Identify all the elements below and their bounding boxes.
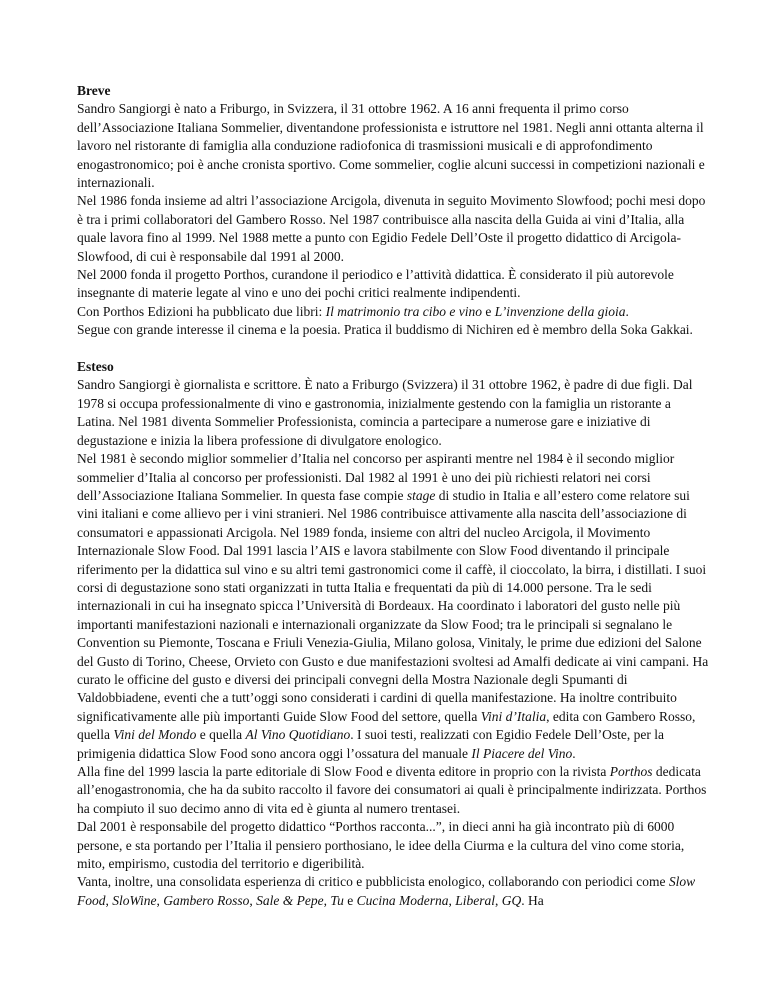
text-run: .: [572, 745, 576, 761]
book-title: L’invenzione della gioia: [494, 303, 626, 319]
text-run: ,: [249, 892, 257, 908]
text-run: Nel 1981 è secondo miglior sommelier d’Italia nel concorso per aspiranti mentre nel 1984 è il secondo miglior sommelier d’Italia al concorso per professionisti. Dal 1982 al 1991 è uno dei più richiesti relatori nei corsi dell’Associazione Italiana Sommelier. In questa fase compie: [77, 451, 675, 503]
text-run: e: [481, 303, 495, 319]
periodical-title: Gambero Rosso: [163, 892, 250, 908]
text-run: e quella: [196, 727, 246, 743]
esteso-paragraph-1: Sandro Sangiorgi è giornalista e scrittore. È nato a Friburgo (Svizzera) il 31 ottobre 1962, è padre di due figli. Dal 1978 si occupa professionalmente di vino e gastronomia, inizialmente gestendo con la famiglia un ristorante a Latina. Nel 1981 diventa Sommelier Professionista, comincia a partecipare a numerose gare e iniziative di degustazione e inizia la libera professione di divulgatore enologico.: [77, 377, 693, 448]
periodical-title: Sale & Pepe: [256, 892, 324, 908]
section-spacer: [77, 340, 710, 358]
text-run: . Ha: [521, 892, 544, 908]
breve-paragraph-5: Segue con grande interesse il cinema e la poesia. Pratica il buddismo di Nichiren ed è membro della Soka Gakkai.: [77, 322, 693, 338]
text-run: ,: [495, 892, 502, 908]
text-run: di studio in Italia e all’estero come relatore sui vini italiani e come allievo per i vini stranieri. Nel 1986 contribuisce attivamente alla nascita dell’associazione di consumatori e appassionati Arcigola. Nel 1989 fonda, insieme con altri del nucleo Arcigola, il Movimento Internazionale Slow Food. Dal 1991 lascia l’AIS e lavora stabilmente con Slow Food diventando il principale riferimento per la didattica sul vino e su altri temi gastronomici come il caffè, il cioccolato, la birra, i distillati. I suoi corsi di degustazione sono stati organizzati in tutta Italia e frequentati da più di 14.000 persone. Tra le sedi internazionali in cui ha insegnato spicca l’Università di Bordeaux. Ha coordinato i laboratori del gusto nelle più importanti manifestazioni nazionali e internazionali organizzate da Slow Food; tra le principali si segnalano le Convention su Piemonte, Toscana e Friuli Venezia-Giulia, Milano golosa, Vinitaly, le prime due edizioni del Salone del Gusto di Torino, Cheese, Orvieto con Gusto e due manifestazioni svoltesi ad Amalfi dedicate ai vini campani. Ha curato le officine del gusto e diversi dei principali convegni della Mostra Nazionale degli Spumanti di Valdobbiadene, eventi che a tutt’oggi sono considerati i cardini di quella manifestazione. Ha inoltre contribuito significativamente alle più importanti Guide Slow Food del settore, quella: [77, 487, 709, 724]
manual-title: Il Piacere del Vino: [471, 745, 573, 761]
text-run: Con Porthos Edizioni ha pubblicato due libri:: [77, 303, 326, 319]
text-run: ,: [156, 892, 164, 908]
periodical-title: Slow Food: [77, 874, 696, 908]
text-run: .: [625, 303, 629, 319]
esteso-paragraph-3: [77, 763, 710, 818]
breve-paragraph-1: Sandro Sangiorgi è nato a Friburgo, in Svizzera, il 31 ottobre 1962. A 16 anni frequenta il primo corso dell’Associazione Italiana Sommelier, diventandone professionista e istruttore nel 1981. Negli anni ottanta alterna il lavoro nel ristorante di famiglia alla conduzione radiofonica di trasmissioni musicali e di approfondimento enogastronomico; poi è anche cronista sportivo. Come sommelier, coglie alcuni successi in competizioni nazionali e internazionali.: [77, 101, 705, 191]
magazine-title: Porthos: [609, 764, 653, 780]
text-run: ,: [323, 892, 331, 908]
periodical-title: Tu: [330, 892, 344, 908]
section-title-esteso: Esteso: [77, 359, 114, 375]
breve-paragraph-2: Nel 1986 fonda insieme ad altri l’associazione Arcigola, divenuta in seguito Movimento Slowfood; pochi mesi dopo è tra i primi collaboratori del Gambero Rosso. Nel 1987 contribuisce alla nascita della Guida ai vini d’Italia, alla quale lavora fino al 1999. Nel 1988 mette a punto con Egidio Fedele Dell’Oste il progetto didattico di Arcigola-Slowfood, di cui è responsabile dal 1991 al 2000.: [77, 193, 706, 264]
text-run: Vanta, inoltre, una consolidata esperienza di critico e pubblicista enologico, collaborando con periodici come: [77, 874, 669, 890]
text-run: ,: [448, 892, 456, 908]
text-run: dedicata all’enogastronomia, che ha da subito raccolto il favore dei consumatori ai quali è principalmente indirizzata. Porthos ha compiuto il suo decimo anno di vita ed è giunta al numero trentasei.: [77, 764, 707, 816]
periodical-title: GQ: [501, 892, 522, 908]
section-breve: [77, 82, 710, 340]
guide-title: Vini del Mondo: [113, 727, 197, 743]
text-run: , edita con Gambero Rosso, quella: [77, 708, 696, 743]
periodical-title: Liberal: [455, 892, 496, 908]
breve-paragraph-4: [77, 303, 710, 321]
breve-paragraph-3: Nel 2000 fonda il progetto Porthos, curandone il periodico e l’attività didattica. È considerato il più autorevole insegnante di materie legate al vino e uno dei pochi critici realmente indipendenti.: [77, 267, 674, 301]
text-run: . I suoi testi, realizzati con Egidio Fedele Dell’Oste, per la primigenia didattica Slow Food sono ancora oggi l’ossatura del manuale: [77, 727, 664, 761]
section-esteso: [77, 358, 710, 910]
section-title-breve: Breve: [77, 83, 111, 98]
esteso-paragraph-5: [77, 873, 710, 910]
esteso-paragraph-2: [77, 450, 710, 763]
guide-title: Vini d’Italia: [480, 708, 547, 724]
periodical-title: Cucina Moderna: [356, 892, 449, 908]
italic-term: stage: [406, 487, 436, 503]
text-run: Alla fine del 1999 lascia la parte editoriale di Slow Food e diventa editore in proprio con la rivista: [77, 764, 610, 780]
periodical-title: SloWine: [112, 892, 157, 908]
guide-title: Al Vino Quotidiano: [245, 727, 351, 743]
book-title: Il matrimonio tra cibo e vino: [325, 303, 482, 319]
text-run: ,: [105, 892, 113, 908]
esteso-paragraph-4: Dal 2001 è responsabile del progetto didattico “Porthos racconta...”, in dieci anni ha già incontrato più di 6000 persone, e sta portando per l’Italia il pensiero porthosiano, le idee della Ciurma e la cultura del vino come storia, mito, empirismo, custodia del territorio e digeribilità.: [77, 819, 685, 872]
text-run: e: [343, 892, 357, 908]
